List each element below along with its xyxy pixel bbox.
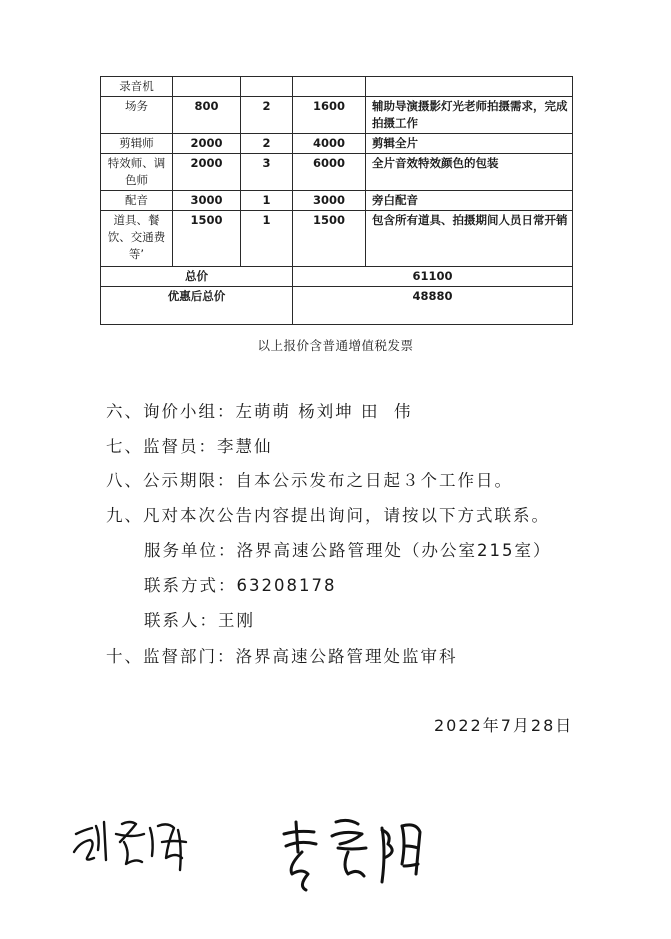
row-unit-price: 2000 xyxy=(173,134,241,154)
row-note: 辅助导演摄影灯光老师拍摄需求，完成拍摄工作 xyxy=(366,97,573,134)
total-label: 总价 xyxy=(101,267,293,287)
row-name: 道具、餐饮、交通费等’ xyxy=(101,211,173,267)
row-unit-price: 3000 xyxy=(173,191,241,211)
table-row xyxy=(101,191,573,211)
discount-label: 优惠后总价 xyxy=(101,287,293,325)
tax-note: 以上报价含普通增值税发票 xyxy=(257,338,414,353)
section-supervisor: 七、监督员：李慧仙 xyxy=(106,437,273,456)
section-inquiry-group: 六、询价小组：左萌萌 杨刘坤 田 伟 xyxy=(106,402,413,421)
row-name: 配音 xyxy=(101,191,173,211)
row-name: 场务 xyxy=(101,97,173,134)
row-quantity: 2 xyxy=(241,97,293,134)
section-notice-period: 八、公示期限：自本公示发布之日起３个工作日。 xyxy=(106,471,513,490)
row-unit-price: 1500 xyxy=(173,211,241,267)
total-row xyxy=(101,267,573,287)
row-name: 特效师、调色师 xyxy=(101,154,173,191)
row-name: 录音机 xyxy=(101,77,173,97)
row-total: 3000 xyxy=(293,191,366,211)
signature-left xyxy=(70,812,210,884)
contact-phone: 联系方式：63208178 xyxy=(144,576,337,595)
document-date: 2022年7月28日 xyxy=(434,716,574,735)
signature-right xyxy=(278,812,448,900)
row-total: 1600 xyxy=(293,97,366,134)
row-quantity: 1 xyxy=(241,191,293,211)
row-total: 4000 xyxy=(293,134,366,154)
table-row xyxy=(101,77,573,97)
table-row xyxy=(101,154,573,191)
row-total: 6000 xyxy=(293,154,366,191)
table-row xyxy=(101,134,573,154)
table-row xyxy=(101,97,573,134)
row-note: 剪辑全片 xyxy=(366,134,573,154)
row-note: 旁白配音 xyxy=(366,191,573,211)
service-unit: 服务单位：洛界高速公路管理处（办公室215室） xyxy=(144,541,552,560)
section-supervising-department: 十、监督部门：洛界高速公路管理处监审科 xyxy=(106,647,458,666)
discount-value: 48880 xyxy=(293,287,573,325)
row-unit-price: 2000 xyxy=(173,154,241,191)
contact-person: 联系人：王刚 xyxy=(144,611,255,630)
row-quantity: 3 xyxy=(241,154,293,191)
row-note: 包含所有道具、拍摄期间人员日常开销 xyxy=(366,211,573,267)
row-name: 剪辑师 xyxy=(101,134,173,154)
discount-row xyxy=(101,287,573,325)
row-total: 1500 xyxy=(293,211,366,267)
row-total xyxy=(293,77,366,97)
row-unit-price xyxy=(173,77,241,97)
row-note xyxy=(366,77,573,97)
quote-table xyxy=(100,76,573,325)
total-value: 61100 xyxy=(293,267,573,287)
table-row xyxy=(101,211,573,267)
section-contact-intro: 九、凡对本次公告内容提出询问，请按以下方式联系。 xyxy=(106,506,550,525)
row-quantity xyxy=(241,77,293,97)
row-note: 全片音效特效颜色的包装 xyxy=(366,154,573,191)
row-unit-price: 800 xyxy=(173,97,241,134)
row-quantity: 2 xyxy=(241,134,293,154)
row-quantity: 1 xyxy=(241,211,293,267)
